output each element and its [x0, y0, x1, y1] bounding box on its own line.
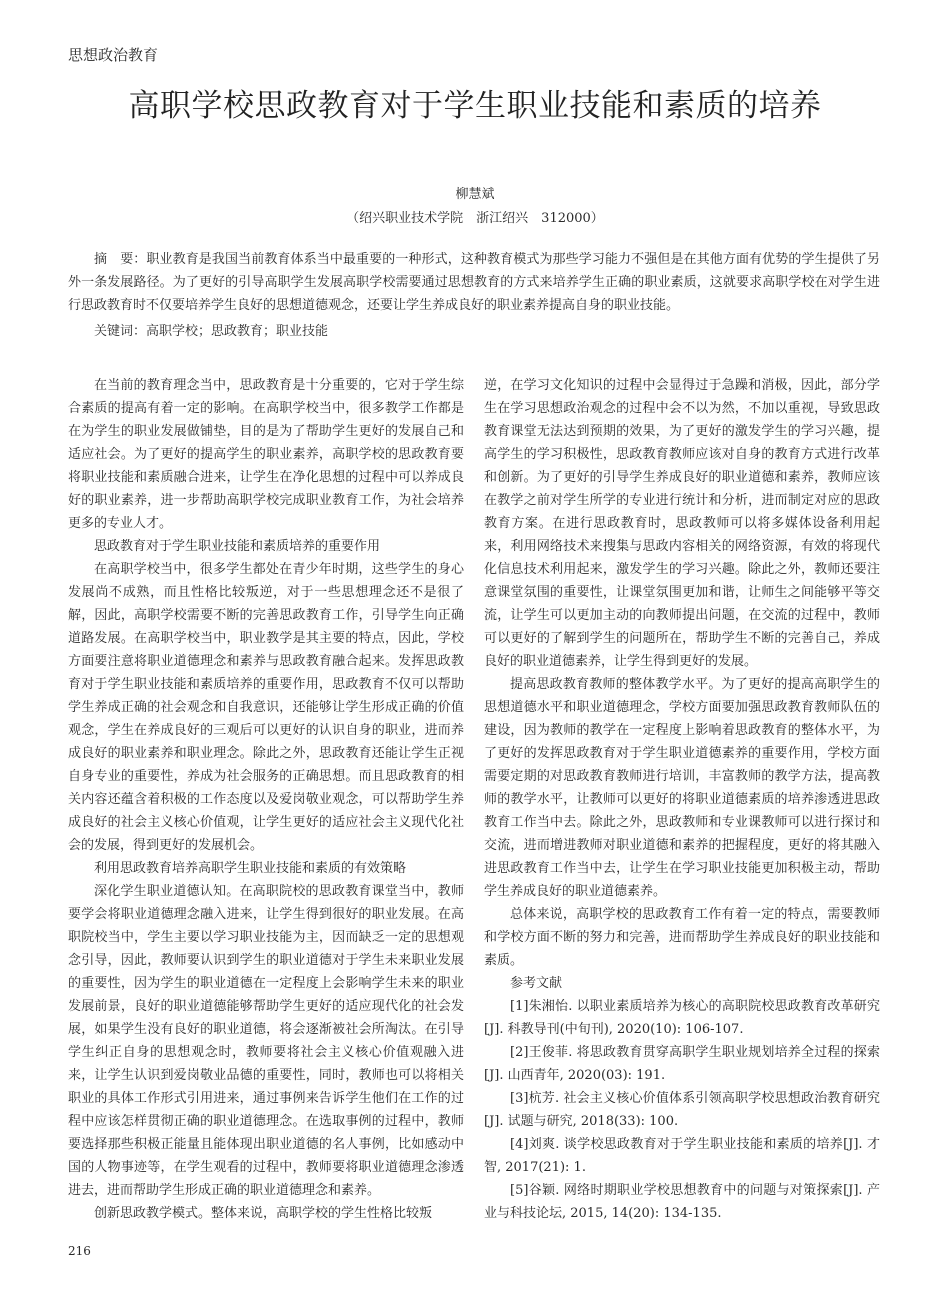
reference-item: [4]刘爽. 谈学校思政教育对于学生职业技能和素质的培养[J]. 才智, 2017(21): 1. — [484, 1137, 880, 1175]
reference-item: [2]王俊菲. 将思政教育贯穿高职学生职业规划培养全过程的探索[J]. 山西青年, 2020(03): 191. — [484, 1045, 880, 1083]
section-heading: 利用思政教育培养高职学生职业技能和素质的有效策略 — [94, 861, 407, 876]
page-number: 216 — [68, 1244, 91, 1258]
keywords-paragraph — [68, 320, 880, 343]
body-paragraph: 逆，在学习文化知识的过程中会显得过于急躁和消极，因此，部分学生在学习思想政治观念的过程中会不以为然，不加以重视，导致思政教育课堂无法达到预期的效果，为了更好的激发学生的学习兴趣，提高学生的学习积极性，思政教育教师应该对自身的教育方式进行改革和创新。为了更好的引导学生养成良好的职业道德和素养，教师应该在教学之前对学生所学的专业进行统计和分析，进而制定对应的思政教育方案。在进行思政教育时，思政教师可以将多媒体设备利用起来，利用网络技术来搜集与思政内容相关的网络资源，有效的将现代化信息技术利用起来，激发学生的学习兴趣。除此之外，教师还要注意课堂氛围的重要性，让课堂氛围更加和谐，让师生之间能够平等交流，让学生可以更加主动的向教师提出问题，在交流的过程中，教师可以更好的了解到学生的问题所在，帮助学生不断的完善自己，养成良好的职业道德素养，让学生得到更好的发展。 — [484, 378, 880, 669]
body-paragraph: 提高思政教育教师的整体教学水平。为了更好的提高高职学生的思想道德水平和职业道德理念，学校方面要加强思政教育教师队伍的建设，因为教师的教学在一定程度上影响着思政教育的整体水平，为了更好的发挥思政教育对于学生职业道德素养的重要作用，学校方面需要定期的对思政教育教师进行培训，丰富教师的教学方法，提高教师的教学水平，让教师可以更好的将职业道德素质的培养渗透进思政教育工作当中去。除此之外，思政教师和专业课教师可以进行探讨和交流，进而增进教师对职业道德和素养的把握程度，更好的将其融入进思政教育工作当中去，让学生在学习职业技能更加积极主动，帮助学生养成良好的职业道德素养。 — [484, 677, 880, 899]
abstract-text: 职业教育是我国当前教育体系当中最重要的一种形式，这种教育模式为那些学习能力不强但是在其他方面有优势的学生提供了另外一条发展路径。为了更好的引导高职学生发展高职学校需要通过思想教育的方式来培养学生正确的职业素质，这就要求高职学校在对学生进行思政教育时不仅要培养学生良好的思想道德观念，还要让学生养成良好的职业素养提高自身的职业技能。 — [68, 252, 880, 313]
keywords-label: 关键词： — [94, 324, 147, 339]
body-paragraph: 创新思政教学模式。整体来说，高职学校的学生性格比较叛 — [94, 1206, 433, 1221]
article-title: 高职学校思政教育对于学生职业技能和素质的培养 — [128, 88, 822, 124]
reference-item: [1]朱湘怡. 以职业素质培养为核心的高职院校思政教育改革研究[J]. 科教导刊(中旬刊), 2020(10): 106-107. — [484, 999, 880, 1037]
references-heading: 参考文献 — [510, 976, 563, 991]
abstract-label: 摘 要： — [94, 252, 147, 267]
author-affiliation: （绍兴职业技术学院 浙江绍兴 312000） — [346, 211, 604, 226]
body-column-right — [484, 374, 880, 1225]
journal-section-label: 思想政治教育 — [68, 46, 159, 64]
abstract-block — [68, 248, 880, 343]
body-paragraph: 深化学生职业道德认知。在高职院校的思政教育课堂当中，教师要学会将职业道德理念融入进来，让学生得到很好的职业发展。在高职院校当中，学生主要以学习职业技能为主，因而缺乏一定的思想观念引导，因此，教师要认识到学生的职业道德对于学生未来职业发展的重要性，因为学生的职业道德在一定程度上会影响学生未来的职业发展前景，良好的职业道德能够帮助学生更好的适应现代化的社会发展，如果学生没有良好的职业道德，将会逐渐被社会所淘汰。在引导学生纠正自身的思想观念时，教师要将社会主义核心价值观融入进来，让学生认识到爱岗敬业品德的重要性，同时，教师也可以将相关职业的具体工作形式引用进来，通过事例来告诉学生他们在工作的过程中应该怎样贯彻正确的职业道德理念。在选取事例的过程中，教师要选择那些积极正能量且能体现出职业道德的名人事例，比如感动中国的人物事迹等，在学生观看的过程中，教师要将职业道德理念渗透进去，进而帮助学生形成正确的职业道德理念和素养。 — [68, 884, 464, 1198]
body-column-left — [68, 374, 464, 1225]
body-paragraph: 总体来说，高职学校的思政教育工作有着一定的特点，需要教师和学校方面不断的努力和完善，进而帮助学生养成良好的职业技能和素质。 — [484, 907, 880, 968]
body-paragraph: 在高职学校当中，很多学生都处在青少年时期，这些学生的身心发展尚不成熟，而且性格比较叛逆，对于一些思想理念还不是很了解，因此，高职学校需要不断的完善思政教育工作，引导学生向正确道路发展。在高职学校当中，职业教学是其主要的特点，因此，学校方面要注意将职业道德理念和素养与思政教育融合起来。发挥思政教育对于学生职业技能和素质培养的重要作用，思政教育不仅可以帮助学生养成正确的社会观念和自我意识，还能够让学生形成正确的价值观念，学生在养成良好的三观后可以更好的认识自身的职业，进而养成良好的职业素养和职业理念。除此之外，思政教育还能让学生正视自身专业的重要性，养成为社会服务的正确思想。而且思政教育的相关内容还蕴含着积极的工作态度以及爱岗敬业观念，可以帮助学生养成良好的社会主义核心价值观，让学生更好的适应社会主义现代化社会的发展，得到更好的发展机会。 — [68, 562, 464, 853]
keywords-text: 高职学校；思政教育；职业技能 — [146, 324, 329, 339]
section-heading: 思政教育对于学生职业技能和素质培养的重要作用 — [94, 539, 381, 554]
reference-item: [3]杭芳. 社会主义核心价值体系引领高职学校思想政治教育研究[J]. 试题与研究, 2018(33): 100. — [484, 1091, 880, 1129]
abstract-paragraph — [68, 248, 880, 317]
author-name: 柳慧斌 — [455, 187, 495, 202]
body-paragraph: 在当前的教育理念当中，思政教育是十分重要的，它对于学生综合素质的提高有着一定的影响。在高职学校当中，很多教学工作都是在为学生的职业发展做铺垫，目的是为了帮助学生更好的发展自己和适应社会。为了更好的提高学生的职业素养，高职学校的思政教育要将职业技能和素质融合进来，让学生在净化思想的过程中可以养成良好的职业素养，进一步帮助高职学校完成职业教育工作，为社会培养更多的专业人才。 — [68, 378, 464, 531]
reference-item: [5]谷颖. 网络时期职业学校思想教育中的问题与对策探索[J]. 产业与科技论坛, 2015, 14(20): 134-135. — [484, 1183, 880, 1221]
